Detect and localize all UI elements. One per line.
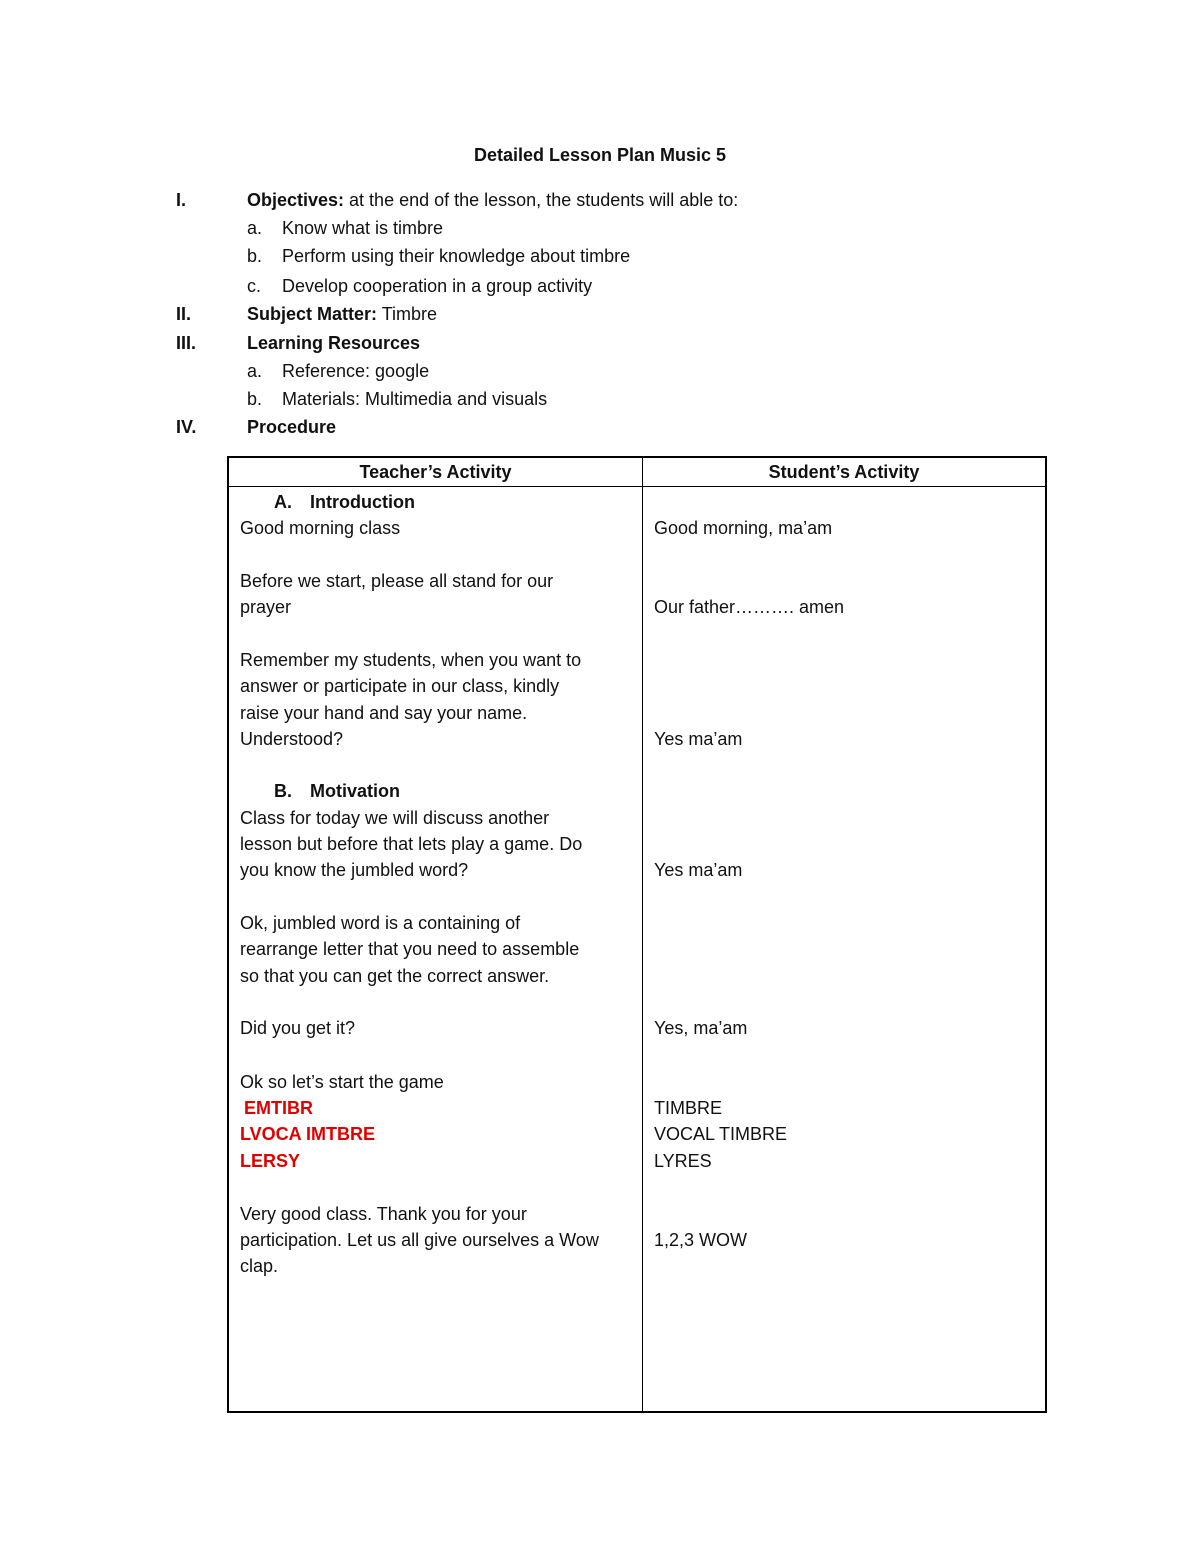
item-text: Know what is timbre [282, 218, 444, 238]
subject-matter-value: Timbre [377, 304, 438, 324]
student-line: Our father………. amen [654, 597, 845, 617]
procedure-label: Procedure [247, 417, 337, 437]
heading-letter: A. [274, 492, 292, 512]
teacher-line: so that you can get the correct answer. [240, 966, 550, 986]
section-numeral: IV. [176, 417, 197, 437]
item-letter: b. [247, 389, 263, 409]
item-text: Perform using their knowledge about timbre [282, 246, 631, 266]
resource-item [0, 359, 1200, 383]
teacher-activity-cell [228, 487, 643, 1413]
teacher-line: Good morning class [240, 518, 401, 538]
student-activity-cell [643, 487, 1047, 1413]
table-row [228, 487, 1046, 1413]
teacher-line: Understood? [240, 729, 344, 749]
student-line: Yes, ma’am [654, 1018, 748, 1038]
section-numeral: III. [176, 333, 197, 353]
student-line: 1,2,3 WOW [654, 1230, 748, 1250]
item-text: Materials: Multimedia and visuals [282, 389, 548, 409]
teacher-line: clap. [240, 1256, 279, 1276]
table-header-row [228, 457, 1046, 487]
teacher-line: participation. Let us all give ourselves a Wow [240, 1230, 599, 1250]
item-text: Develop cooperation in a group activity [282, 276, 593, 296]
student-answer: TIMBRE [654, 1098, 723, 1118]
learning-resources-label: Learning Resources [247, 333, 421, 353]
learning-resources-section [0, 331, 1200, 355]
resource-item [0, 387, 1200, 411]
section-numeral: I. [176, 190, 187, 210]
teacher-line: Remember my students, when you want to [240, 650, 582, 670]
teacher-line: Very good class. Thank you for your [240, 1204, 527, 1224]
student-line: Yes ma’am [654, 860, 743, 880]
teacher-line: answer or participate in our class, kindly [240, 676, 560, 696]
student-activity-header: Student’s Activity [643, 457, 1047, 487]
item-letter: a. [247, 218, 263, 238]
procedure-section [0, 415, 1200, 439]
subject-matter-text [247, 302, 437, 326]
objective-item [0, 274, 1200, 298]
procedure-table [227, 456, 1047, 1413]
jumbled-word: EMTIBR [244, 1098, 313, 1118]
heading-letter: B. [274, 781, 292, 801]
objectives-section [0, 188, 1200, 212]
objective-item [0, 216, 1200, 240]
section-numeral: II. [176, 304, 192, 324]
teacher-line: Before we start, please all stand for our [240, 571, 554, 591]
student-answer: LYRES [654, 1151, 712, 1171]
document-title: Detailed Lesson Plan Music 5 [473, 145, 727, 165]
teacher-line: Ok, jumbled word is a containing of [240, 913, 521, 933]
subject-matter-label: Subject Matter: [247, 304, 378, 324]
heading-text: Introduction [310, 492, 415, 512]
teacher-line: you know the jumbled word? [240, 860, 469, 880]
teacher-line: lesson but before that lets play a game. Do [240, 834, 583, 854]
teacher-line: prayer [240, 597, 292, 617]
subject-matter-section [0, 302, 1200, 326]
jumbled-word: LVOCA IMTBRE [240, 1124, 375, 1144]
teacher-line: raise your hand and say your name. [240, 703, 528, 723]
teacher-line: Ok so let’s start the game [240, 1072, 444, 1092]
objectives-label: Objectives: [247, 190, 345, 210]
motivation-heading [240, 778, 636, 805]
student-line: Yes ma’am [654, 729, 743, 749]
teacher-line: rearrange letter that you need to assemble [240, 939, 580, 959]
objectives-description: at the end of the lesson, the students will able to: [344, 190, 739, 210]
student-line: Good morning, ma’am [654, 518, 833, 538]
item-letter: c. [247, 276, 262, 296]
student-answer: VOCAL TIMBRE [654, 1124, 788, 1144]
introduction-heading [240, 489, 636, 516]
teacher-line: Class for today we will discuss another [240, 808, 550, 828]
item-text: Reference: google [282, 361, 430, 381]
jumbled-word: LERSY [240, 1151, 301, 1171]
teacher-activity-header: Teacher’s Activity [228, 457, 643, 487]
teacher-line: Did you get it? [240, 1018, 356, 1038]
objective-item [0, 244, 1200, 268]
item-letter: a. [247, 361, 263, 381]
heading-text: Motivation [310, 781, 400, 801]
objectives-text [247, 188, 738, 212]
item-letter: b. [247, 246, 263, 266]
